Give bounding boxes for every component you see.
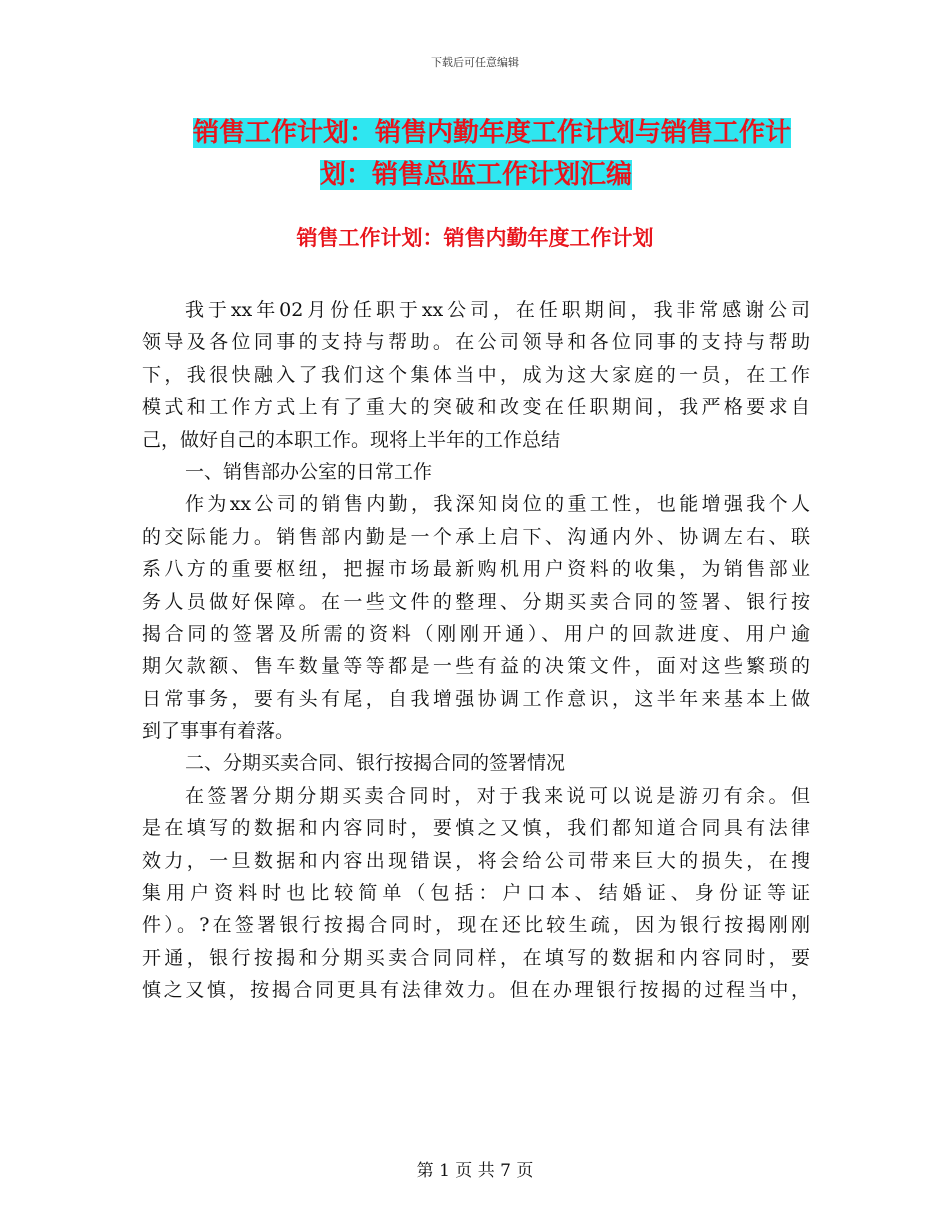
- document-title: [140, 112, 820, 196]
- body-line: 是在填写的数据和内容同时，要慎之又慎，我们都知道合同具有法律: [142, 817, 810, 840]
- subheading: 二、分期买卖合同、银行按揭合同的签署情况: [185, 752, 566, 775]
- body-line: 系八方的重要枢纽，把握市场最新购机用户资料的收集，为销售部业: [142, 558, 810, 581]
- section-title: 销售工作计划：销售内勤年度工作计划: [296, 225, 654, 250]
- body-line: 集用户资料时也比较简单（包括：户口本、结婚证、身份证等证: [142, 882, 810, 905]
- body-line: 下，我很快融入了我们这个集体当中，成为这大家庭的一员，在工作: [142, 363, 810, 386]
- body-line: 己，做好自己的本职工作。现将上半年的工作总结: [142, 428, 561, 451]
- body-line: 件）。?在签署银行按揭合同时，现在还比较生疏，因为银行按揭刚刚: [142, 914, 810, 937]
- body-line: 开通，银行按揭和分期买卖合同同样，在填写的数据和内容同时，要: [142, 946, 810, 969]
- body-line: 作为xx公司的销售内勤，我深知岗位的重工性，也能增强我个人: [185, 493, 810, 516]
- body-line: 领导及各位同事的支持与帮助。在公司领导和各位同事的支持与帮助: [142, 331, 810, 354]
- body-line: 我于xx年02月份任职于xx公司，在任职期间，我非常感谢公司: [185, 299, 810, 321]
- body-line: 模式和工作方式上有了重大的突破和改变在任职期间，我严格要求自: [142, 396, 810, 419]
- body-line: 期欠款额、售车数量等等都是一些有益的决策文件，面对这些繁琐的: [142, 655, 810, 678]
- title-line-2: [140, 154, 820, 196]
- body-line: 到了事事有着落。: [142, 720, 295, 743]
- title-line-1-text: 销售工作计划：销售内勤年度工作计划与销售工作计: [193, 118, 792, 148]
- body-line: 的交际能力。销售部内勤是一个承上启下、沟通内外、协调左右、联: [142, 525, 810, 548]
- title-line-1: [140, 112, 820, 154]
- subheading: 一、销售部办公室的日常工作: [185, 460, 433, 483]
- page-footer: 第 1 页 共 7 页: [416, 1161, 534, 1181]
- body-line: 务人员做好保障。在一些文件的整理、分期买卖合同的签署、银行按: [142, 590, 810, 613]
- body-line: 效力，一旦数据和内容出现错误，将会给公司带来巨大的损失，在搜: [142, 849, 810, 872]
- body-line: 日常事务，要有头有尾，自我增强协调工作意识，这半年来基本上做: [142, 687, 810, 710]
- body-line: 揭合同的签署及所需的资料（刚刚开通）、用户的回款进度、用户逾: [142, 622, 810, 645]
- body-line: 在签署分期分期买卖合同时，对于我来说可以说是游刃有余。但: [185, 784, 810, 807]
- title-line-2-text: 划：销售总监工作计划汇编: [320, 160, 633, 190]
- body-text: [142, 294, 810, 1007]
- header-note: 下载后可任意编辑: [431, 56, 519, 69]
- body-line: 慎之又慎，按揭合同更具有法律效力。但在办理银行按揭的过程当中，: [142, 979, 810, 1002]
